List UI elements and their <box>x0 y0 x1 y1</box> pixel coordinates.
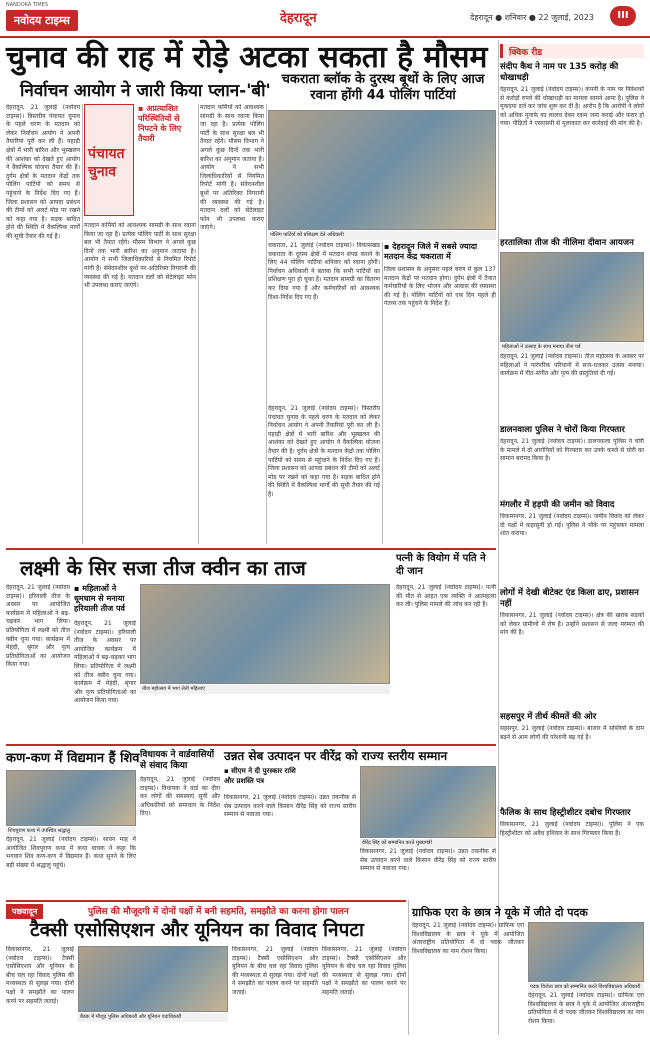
vidhayak-body: देहरादून, 21 जुलाई (नवोदय टाइम्स)। विधायक ने वार्ड का दौरा कर लोगों की समस्याएं सुनीं और अधिकारियों को समाधान के निर्देश दिए। <box>140 776 220 818</box>
lead-body-col3b: देहरादून, 21 जुलाई (नवोदय टाइम्स)। त्रिस्तरीय पंचायत चुनाव के पहले चरण के मतदान को लेकर निर्वाचन आयोग ने अपनी तैयारियां पूरी कर ली हैं। पहाड़ी क्षेत्रों में भारी बारिश और भूस्खलन की आशंका को देखते हुए आयोग ने वैकल्पिक योजना तैयार की है। दुर्गम क्षेत्रों के मतदान केंद्रों तक पोलिंग पार्टियों को समय से पहुंचाने के निर्देश दिए गए हैं। जिला प्रशासन को आपदा प्रबंधन की टीमों को अलर्ट मोड पर रखने को कहा गया है। सड़क बाधित होने की स्थिति में वैकल्पिक मार्गों की सूची तैयार की गई है। <box>268 405 380 498</box>
quick-read-header: क्विक रीड <box>500 44 644 58</box>
sidebar-story5-head: लोगों में देखी बीटेक्ट एंड किला ढाए, प्रशासन नहीं <box>500 588 639 609</box>
graphic-era-photo-caption: पदक विजेता छात्र को सम्मानित करते विश्वविद्यालय अधिकारी <box>528 983 644 992</box>
teej-photo-caption: तीज महोत्सव में भाग लेती महिलाएं <box>140 685 390 694</box>
graphic-era-photo <box>528 922 644 982</box>
sidebar-story7-head: फैलिक के साथ हिस्ट्रीशीटर दबोच गिरफ्तार <box>500 808 631 818</box>
polling-photo-caption: पोलिंग पार्टियों को प्रशिक्षण देते अधिकारी <box>268 231 496 240</box>
pachwadoon-kicker: पछवादून <box>6 904 43 919</box>
sidebar-story4-body: विकासनगर, 21 जुलाई (नवोदय टाइम्स)। जमीन विवाद को लेकर दो पक्षों में कहासुनी हो गई। पुलिस ने मौके पर पहुंचकर मामला शांत कराया। <box>500 513 644 538</box>
masthead <box>0 0 650 38</box>
vidhayak-headline: विधायक ने वार्डवासियों से संवाद किया <box>140 750 215 771</box>
polling-party-photo <box>268 110 496 230</box>
section-divider <box>6 900 406 902</box>
suicide-headline: पत्नी के वियोग में पति ने दी जान <box>396 553 486 577</box>
graphic-era-body: देहरादून, 21 जुलाई (नवोदय टाइम्स)। ग्राफिक एरा विश्वविद्यालय के छात्र ने यूके में आयोजित अंतरराष्ट्रीय प्रतियोगिता में दो पदक जीतकर विश्वविद्यालय का नाम रोशन किया। <box>412 922 524 955</box>
section-divider <box>6 744 496 746</box>
teej-body-col2: देहरादून, 21 जुलाई (नवोदय टाइम्स)। हरियाली तीज के अवसर पर आयोजित कार्यक्रम में महिलाओं ने बढ़-चढ़कर भाग लिया। प्रतियोगिता में लक्ष्मी को तीज क्वीन चुना गया। कार्यक्रम में मेहंदी, श्रृंगार और नृत्य प्रतियोगिताओं का आयोजन किया गया। <box>74 620 136 705</box>
lead-body-col2: मतदान कर्मियों को आवश्यक सामग्री के साथ रवाना किया जा रहा है। प्रत्येक पोलिंग पार्टी के साथ सुरक्षा बल भी तैनात रहेंगे। मौसम विभाग ने अगले कुछ दिनों तक भारी बारिश का अनुमान जताया है। आयोग ने सभी जिलाधिकारियों से नियमित रिपोर्ट मांगी है। संवेदनशील बूथों पर अतिरिक्त निगरानी की व्यवस्था की गई है। मतदान दलों को सेटेलाइट फोन भी उपलब्ध कराए जाएंगे। <box>84 222 196 290</box>
taxi-body-col1: विकासनगर, 21 जुलाई (नवोदय टाइम्स)। टैक्सी एसोसिएशन और यूनियन के बीच चल रहा विवाद पुलिस की मध्यस्थता से सुलझ गया। दोनों पक्षों ने समझौते का पालन करने पर सहमति जताई। <box>6 946 74 1005</box>
sidebar-story6-body: सहसपुर, 21 जुलाई (नवोदय टाइम्स)। बाजार में सब्जियों के दाम बढ़ने से आम लोगों की परेशानी बढ़ गई है। <box>500 725 644 741</box>
shiv-body: देहरादून, 21 जुलाई (नवोदय टाइम्स)। सावन माह में आयोजित शिवपुराण कथा में कथा वाचक ने कहा कि भगवान शिव कण-कण में विद्यमान हैं। कथा सुनने के लिए बड़ी संख्या में श्रद्धालु पहुंचे। <box>6 836 136 869</box>
panchayat-chunav-logo <box>84 104 134 216</box>
shiv-photo <box>6 770 136 826</box>
chakrata-body: चकराता, 21 जुलाई (नवोदय टाइम्स)। विकासखंड चकराता के दूरस्थ क्षेत्रों में मतदान संपन्न कराने के लिए 44 पोलिंग पार्टियां शनिवार को रवाना होंगी। निर्वाचन अधिकारी ने बताया कि सभी पार्टियों का प्रशिक्षण पूरा हो चुका है। मतदान सामग्री का वितरण कर दिया गया है और कर्मचारियों को आवश्यक दिशा-निर्देश दिए गए हैं। <box>268 242 380 301</box>
column-rule <box>408 900 409 1035</box>
dateline: देहरादून ● शनिवार ● 22 जुलाई, 2023 <box>470 13 594 22</box>
udyog-photo-caption: वीरेंद्र सिंह को सम्मानित करते मुख्यमंत्री <box>360 839 496 848</box>
sidebar-story7-body: विकासनगर, 21 जुलाई (नवोदय टाइम्स)। पुलिस ने एक हिस्ट्रीशीटर को अवैध हथियार के साथ गिरफ्तार किया है। <box>500 821 644 837</box>
sidebar-story1-body: देहरादून, 21 जुलाई (नवोदय टाइम्स)। कंपनी के नाम पर निवेशकों से करोड़ों रुपये की धोखाधड़ी का मामला सामने आया है। पुलिस ने मुकदमा दर्ज कर जांच शुरू कर दी है। आरोप है कि आरोपी ने लोगों को अधिक मुनाफे का लालच देकर रकम जमा कराई और फरार हो गया। पीड़ितों ने एसएसपी से मुलाकात कर कार्रवाई की मांग की है। <box>500 86 644 128</box>
graphic-era-body-col2: देहरादून, 21 जुलाई (नवोदय टाइम्स)। ग्राफिक एरा विश्वविद्यालय के छात्र ने यूके में आयोजित अंतरराष्ट्रीय प्रतियोगिता में दो पदक जीतकर विश्वविद्यालय का नाम रोशन किया। <box>528 992 644 1025</box>
sidebar-story2-body: देहरादून, 21 जुलाई (नवोदय टाइम्स)। तीज महोत्सव के अवसर पर महिलाओं ने पारंपरिक परिधानों में सज-धजकर उत्सव मनाया। कार्यक्रम में गीत-संगीत और नृत्य की प्रस्तुतियां दी गईं। <box>500 353 644 378</box>
chakrata-body-col2: जिला प्रशासन के अनुसार पहले चरण में कुल 137 मतदान केंद्रों पर मतदान होगा। दुर्गम क्षेत्रों में तैनात कर्मचारियों के लिए भोजन और आवास की व्यवस्था की गई है। पोलिंग पार्टियों को एक दिन पहले ही गंतव्य तक पहुंचने के निर्देश हैं। <box>384 266 496 308</box>
sidebar-story3-head: डालनवाला पुलिस ने चोरों किया गिरफ्तार <box>500 425 625 435</box>
shiv-headline: कण-कण में विद्यमान हैं शिव <box>6 751 140 766</box>
tagline: NANDOKA TIMES <box>6 2 49 8</box>
chakrata-subhead: चकराता ब्लॉक के दुरस्थ बूथों के लिए आज रवाना होंगी 44 पोलिंग पार्टियां <box>281 72 485 103</box>
shiv-photo-caption: शिवपुराण कथा में उपस्थित श्रद्धालु <box>6 827 136 836</box>
sidebar-story5-body: विकासनगर, 21 जुलाई (नवोदय टाइम्स)। क्षेत्र की खराब सड़कों को लेकर ग्रामीणों में रोष है। उन्होंने प्रशासन से जल्द मरम्मत की मांग की है। <box>500 612 644 637</box>
teej-sidebar-photo <box>500 252 644 342</box>
udyog-body: विकासनगर, 21 जुलाई (नवोदय टाइम्स)। उन्नत तकनीक से सेब उत्पादन करने वाले किसान वीरेंद्र सिंह को राज्य स्तरीय सम्मान से नवाजा गया। <box>224 794 356 819</box>
udyog-photo <box>360 766 496 838</box>
sidebar-story2-head: हरतालिका तीज की नीलिमा दीवान आयजन <box>500 238 634 248</box>
page-number-badge: III <box>610 6 636 26</box>
taxi-kicker-line: पुलिस की मौजूदगी में दोनों पक्षों में बनी सहमति, समझौते का करना होगा पालन <box>88 907 349 917</box>
city-section-title: देहरादून <box>280 11 317 26</box>
taxi-photo-caption: बैठक में मौजूद पुलिस अधिकारी और यूनियन पदाधिकारी <box>78 1013 228 1022</box>
sidebar-photo-caption: महिलाओं ने उत्साह के साथ मनाया तीज पर्व <box>500 343 644 352</box>
teej-photo <box>140 584 390 684</box>
column-rule <box>82 104 83 544</box>
column-rule <box>266 104 267 544</box>
lead-bullet: ▪ अप्रत्याशित परिस्थितियों से निपटने के लिए तैयारी <box>138 104 182 143</box>
column-rule <box>198 104 199 544</box>
sidebar-story4-head: मंगलौर में हड़पी की जमीन को विवाद <box>500 500 615 510</box>
paper-name-logo: नवोदय टाइम्स <box>6 10 78 31</box>
section-divider <box>6 548 496 550</box>
udyog-bullet: ▪ सीएम ने दी पुरस्कार राशि और प्रशस्ति पत्र <box>224 767 296 785</box>
sidebar-story3-body: देहरादून, 21 जुलाई (नवोदय टाइम्स)। डालनवाला पुलिस ने चोरी के मामले में दो आरोपियों को गिरफ्तार कर उनके कब्जे से चोरी का सामान बरामद किया है। <box>500 438 644 463</box>
taxi-body-col2: विकासनगर, 21 जुलाई (नवोदय टाइम्स)। टैक्सी एसोसिएशन और यूनियन के बीच चल रहा विवाद पुलिस की मध्यस्थता से सुलझ गया। दोनों पक्षों ने समझौते का पालन करने पर सहमति जताई। <box>232 946 318 996</box>
udyog-body-col2: विकासनगर, 21 जुलाई (नवोदय टाइम्स)। उन्नत तकनीक से सेब उत्पादन करने वाले किसान वीरेंद्र सिंह को राज्य स्तरीय सम्मान से नवाजा गया। <box>360 848 496 873</box>
sidebar-rule <box>498 40 499 1035</box>
taxi-body-col3: विकासनगर, 21 जुलाई (नवोदय टाइम्स)। टैक्सी एसोसिएशन और यूनियन के बीच चल रहा विवाद पुलिस की मध्यस्थता से सुलझ गया। दोनों पक्षों ने समझौते का पालन करने पर सहमति जताई। <box>322 946 406 996</box>
taxi-headline: टैक्सी एसोसिएशन और यूनियन का विवाद निपटा <box>30 919 364 941</box>
logo-line2: चुनाव <box>88 164 117 180</box>
teej-bullet: ▪ महिलाओं ने धूमधाम से मनाया हरियाली तीज पर्व <box>74 584 125 613</box>
teej-headline: लक्ष्मी के सिर सजा तीज क्वीन का ताज <box>20 556 306 580</box>
column-rule <box>382 242 383 544</box>
taxi-photo <box>78 946 228 1012</box>
lead-body-col2b: मतदान कर्मियों को आवश्यक सामग्री के साथ रवाना किया जा रहा है। प्रत्येक पोलिंग पार्टी के साथ सुरक्षा बल भी तैनात रहेंगे। मौसम विभाग ने अगले कुछ दिनों तक भारी बारिश का अनुमान जताया है। आयोग ने सभी जिलाधिकारियों से नियमित रिपोर्ट मांगी है। संवेदनशील बूथों पर अतिरिक्त निगरानी की व्यवस्था की गई है। मतदान दलों को सेटेलाइट फोन भी उपलब्ध कराए जाएंगे। <box>200 104 264 232</box>
suicide-body: देहरादून, 21 जुलाई (नवोदय टाइम्स)। पत्नी की मौत से आहत एक व्यक्ति ने आत्महत्या कर ली। पुलिस मामले की जांच कर रही है। <box>396 584 496 609</box>
chakrata-side-head: ▪ देहरादून जिले में सबसे ज्यादा मतदान केंद्र चकराता में <box>384 242 478 261</box>
logo-line1: पंचायत <box>88 146 125 162</box>
lead-headline: चुनाव की राह में रोड़े अटका सकता है मौसम <box>6 40 488 75</box>
lead-body-col1: देहरादून, 21 जुलाई (नवोदय टाइम्स)। त्रिस्तरीय पंचायत चुनाव के पहले चरण के मतदान को लेकर निर्वाचन आयोग ने अपनी तैयारियां पूरी कर ली हैं। पहाड़ी क्षेत्रों में भारी बारिश और भूस्खलन की आशंका को देखते हुए आयोग ने वैकल्पिक योजना तैयार की है। दुर्गम क्षेत्रों के मतदान केंद्रों तक पोलिंग पार्टियों को समय से पहुंचाने के निर्देश दिए गए हैं। जिला प्रशासन को आपदा प्रबंधन की टीमों को अलर्ट मोड पर रखने को कहा गया है। सड़क बाधित होने की स्थिति में वैकल्पिक मार्गों की सूची तैयार की गई है। <box>6 104 80 240</box>
teej-body-col1: देहरादून, 21 जुलाई (नवोदय टाइम्स)। हरियाली तीज के अवसर पर आयोजित कार्यक्रम में महिलाओं ने बढ़-चढ़कर भाग लिया। प्रतियोगिता में लक्ष्मी को तीज क्वीन चुना गया। कार्यक्रम में मेहंदी, श्रृंगार और नृत्य प्रतियोगिताओं का आयोजन किया गया। <box>6 584 70 669</box>
lead-subhead: निर्वाचन आयोग ने जारी किया प्लान-'बी' <box>20 81 271 101</box>
sidebar-story6-head: सहसपुर में तीर्थ कीमतें की ओर <box>500 712 597 722</box>
graphic-era-headline: ग्राफिक एरा के छात्र ने यूके में जीते दो पदक <box>412 906 588 919</box>
sidebar-story1-head: संदीप कैथ ने नाम पर 135 करोड़ की धोखाधड़ी <box>500 62 619 83</box>
udyog-headline: उन्नत सेब उत्पादन पर वीरेंद्र को राज्य स्तरीय सम्मान <box>224 749 448 763</box>
